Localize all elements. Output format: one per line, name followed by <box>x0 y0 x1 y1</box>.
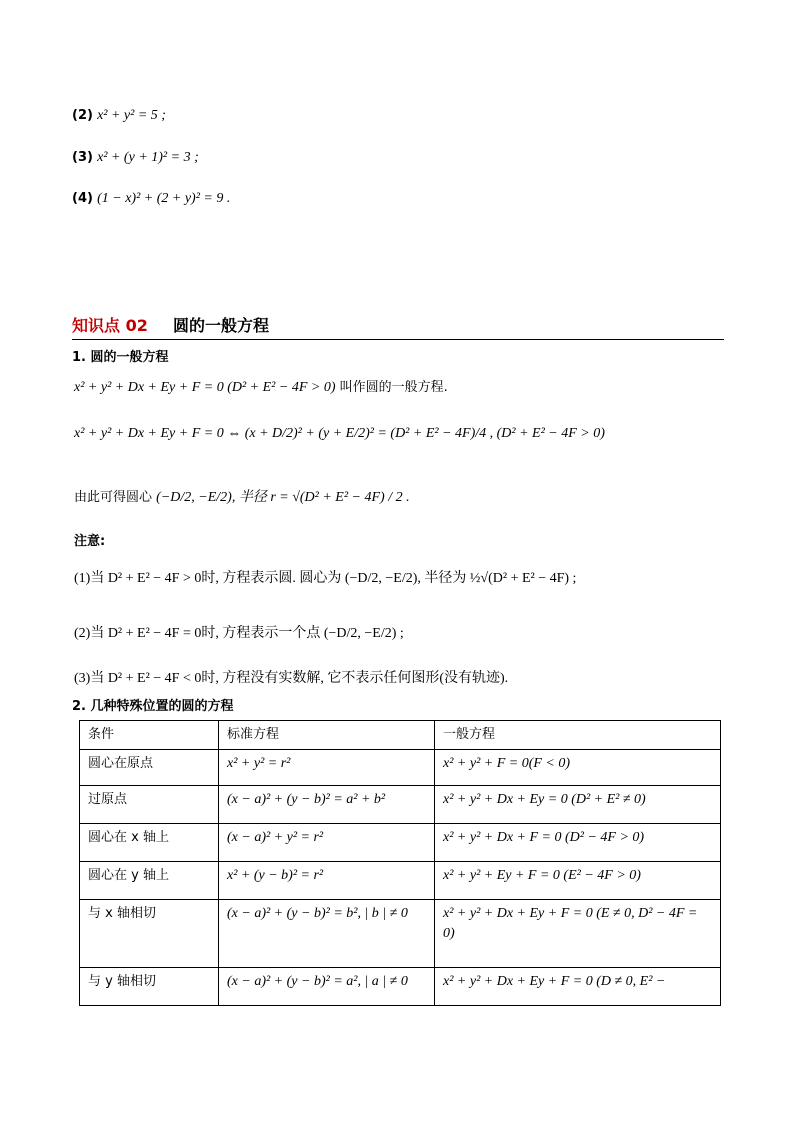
table-row <box>80 750 721 786</box>
section-number: 知识点 02 <box>72 316 148 335</box>
center-radius-line <box>74 486 410 506</box>
standard-eq-cell: x² + y² = r² <box>219 750 435 786</box>
section-heading <box>72 313 269 336</box>
example-label: (2) <box>72 108 93 123</box>
condition-cell: 圆心在 y 轴上 <box>80 862 219 900</box>
standard-eq-cell: (x − a)² + (y − b)² = a² + b² <box>219 786 435 824</box>
general-eq-cell: x² + y² + Dx + Ey = 0 (D² + E² ≠ 0) <box>435 786 721 824</box>
condition-cell: 与 x 轴相切 <box>80 900 219 968</box>
general-eq-cell: x² + y² + Dx + Ey + F = 0 (D ≠ 0, E² − <box>435 968 721 1006</box>
center-radius-prefix: 由此可得圆心 <box>74 490 153 505</box>
standard-eq-cell: (x − a)² + (y − b)² = a², | a | ≠ 0 <box>219 968 435 1006</box>
standard-eq-cell: x² + (y − b)² = r² <box>219 862 435 900</box>
completing-square-line: x² + y² + Dx + Ey + F = 0 ⇔ (x + D/2)² + (y + E/2)² = (D² + E² − 4F)/4 , (D² + E² − 4F > 0) <box>74 426 605 441</box>
note-text: (1)当 D² + E² − 4F > 0时, 方程表示圆. 圆心为 (−D/2, −E/2), 半径为 ½√(D² + E² − 4F) ; <box>74 571 577 586</box>
subsection-1-title: 1. 圆的一般方程 <box>72 350 169 365</box>
general-eq-cell: x² + y² + Ey + F = 0 (E² − 4F > 0) <box>435 862 721 900</box>
example-equation: (1 − x)² + (2 + y)² = 9 . <box>97 191 231 206</box>
section-title: 圆的一般方程 <box>173 316 270 335</box>
condition-cell: 圆心在原点 <box>80 750 219 786</box>
note-text: (3)当 D² + E² − 4F < 0时, 方程没有实数解, 它不表示任何图形(没有轨迹). <box>74 671 509 686</box>
note-text: (2)当 D² + E² − 4F = 0时, 方程表示一个点 (−D/2, −E/2) ; <box>74 626 404 641</box>
subsection-2-title: 2. 几种特殊位置的圆的方程 <box>72 699 234 714</box>
note-item <box>74 667 508 687</box>
notes-title: 注意: <box>74 534 106 549</box>
table-row <box>80 900 721 968</box>
example-2 <box>72 108 166 124</box>
table-row <box>80 862 721 900</box>
condition-cell: 与 y 轴相切 <box>80 968 219 1006</box>
example-label: (3) <box>72 150 93 165</box>
general-equation-line <box>74 376 448 396</box>
example-equation: x² + (y + 1)² = 3 ; <box>97 150 199 165</box>
header-cell: 标准方程 <box>219 721 435 750</box>
condition-cell: 过原点 <box>80 786 219 824</box>
table-row <box>80 968 721 1006</box>
condition-cell: 圆心在 x 轴上 <box>80 824 219 862</box>
example-equation: x² + y² = 5 ; <box>97 108 166 123</box>
example-label: (4) <box>72 191 93 206</box>
standard-eq-cell: (x − a)² + (y − b)² = b², | b | ≠ 0 <box>219 900 435 968</box>
header-cell: 一般方程 <box>435 721 721 750</box>
general-eq-cell: x² + y² + Dx + Ey + F = 0 (E ≠ 0, D² − 4F = 0) <box>435 900 721 968</box>
section-divider <box>72 339 724 340</box>
general-eq-cell: x² + y² + F = 0(F < 0) <box>435 750 721 786</box>
general-equation-math: x² + y² + Dx + Ey + F = 0 (D² + E² − 4F > 0) <box>74 380 336 395</box>
special-circle-table <box>79 720 721 1006</box>
table-header-row <box>80 721 721 750</box>
example-3 <box>72 150 199 166</box>
example-4 <box>72 191 230 207</box>
header-cell: 条件 <box>80 721 219 750</box>
general-eq-cell: x² + y² + Dx + F = 0 (D² − 4F > 0) <box>435 824 721 862</box>
note-item <box>74 622 404 642</box>
note-item <box>74 567 576 587</box>
center-radius-math: (−D/2, −E/2), 半径 r = √(D² + E² − 4F) / 2 . <box>156 490 410 505</box>
general-equation-text: 叫作圆的一般方程. <box>339 380 448 395</box>
table-row <box>80 786 721 824</box>
standard-eq-cell: (x − a)² + y² = r² <box>219 824 435 862</box>
table-row <box>80 824 721 862</box>
